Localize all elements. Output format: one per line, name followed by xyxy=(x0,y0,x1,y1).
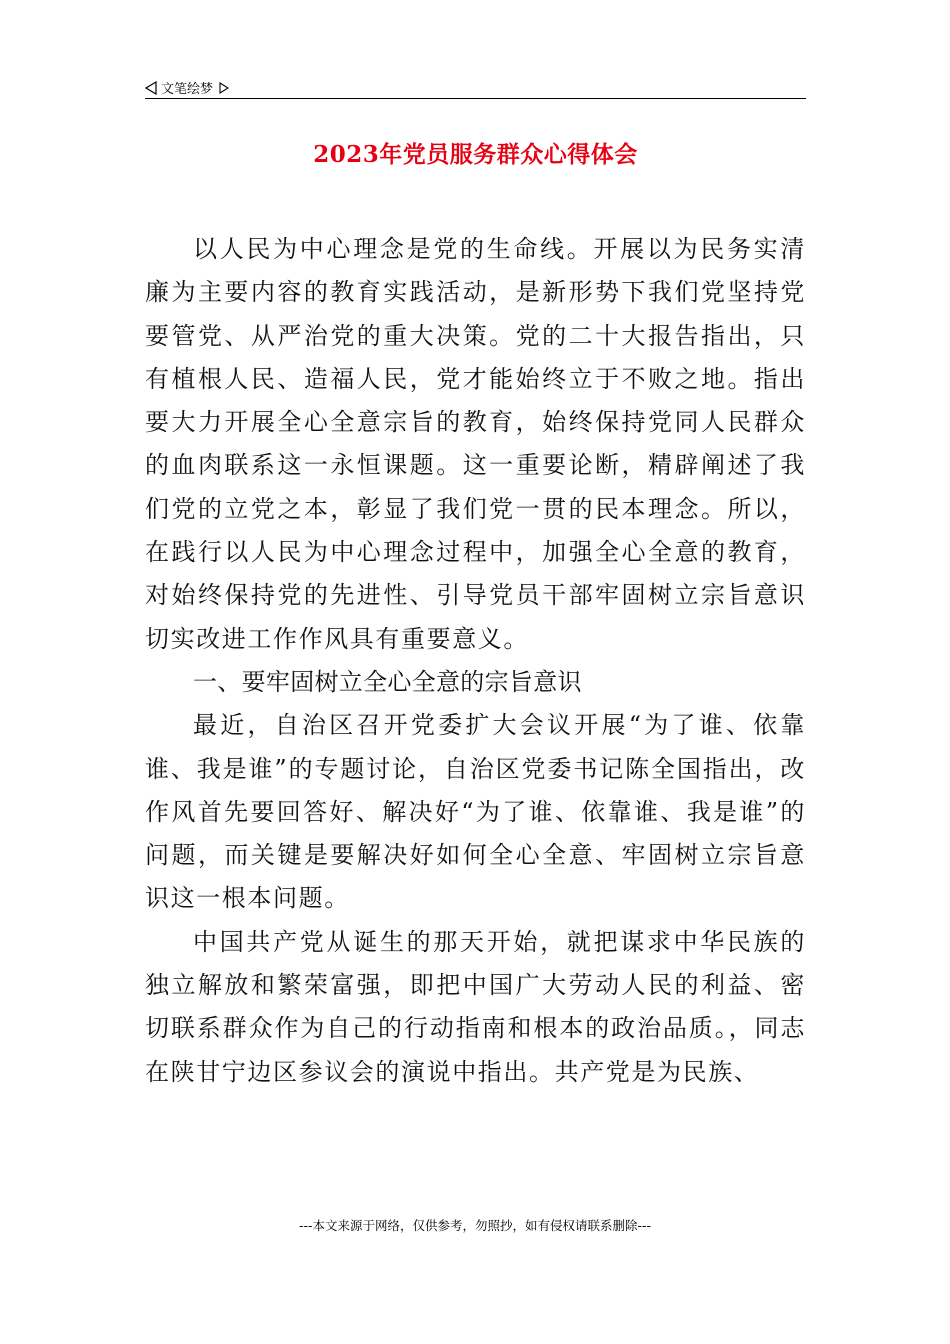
paragraph: 中国共产党从诞生的那天开始，就把谋求中华民族的独立解放和繁荣富强，即把中国广大劳动人民的利益、密切联系群众作为自己的行动指南和根本的政治品质。，同志在陕甘宁边区参议会的演说中指出。共产党是为民族、 xyxy=(145,927,806,1086)
paragraph: 最近，自治区召开党委扩大会议开展“为了谁、依靠谁、我是谁”的专题讨论，自治区党委书记陈全国指出，改作风首先要回答好、解决好“为了谁、依靠谁、我是谁”的问题，而关键是要解决好如何全心全意、牢固树立宗旨意识这一根本问题。 xyxy=(145,711,806,913)
disclaimer-footer: ---本文来源于网络，仅供参考，勿照抄，如有侵权请联系删除--- xyxy=(298,1218,652,1233)
document-title: 2023年党员服务群众心得体会 xyxy=(313,141,638,168)
triangle-left-icon xyxy=(145,81,157,95)
paragraph: 以人民为中心理念是党的生命线。开展以为民务实清廉为主要内容的教育实践活动，是新形势下我们党坚持党要管党、从严治党的重大决策。党的二十大报告指出，只有植根人民、造福人民，党才能始终立于不败之地。指出要大力开展全心全意宗旨的教育，始终保持党同人民群众的血肉联系这一永恒课题。这一重要论断，精辟阐述了我们党的立党之本，彰显了我们党一贯的民本理念。所以，在践行以人民为中心理念过程中，加强全心全意的教育，对始终保持党的先进性、引导党员干部牢固树立宗旨意识切实改进工作作风具有重要意义。 xyxy=(145,235,806,653)
triangle-right-icon xyxy=(219,82,229,94)
brand-name: 文笔绘梦 xyxy=(161,82,214,97)
document-body xyxy=(145,228,806,1094)
page-header xyxy=(145,70,806,99)
brand xyxy=(145,78,229,97)
section-heading: 一、要牢固树立全心全意的宗旨意识 xyxy=(193,667,582,696)
